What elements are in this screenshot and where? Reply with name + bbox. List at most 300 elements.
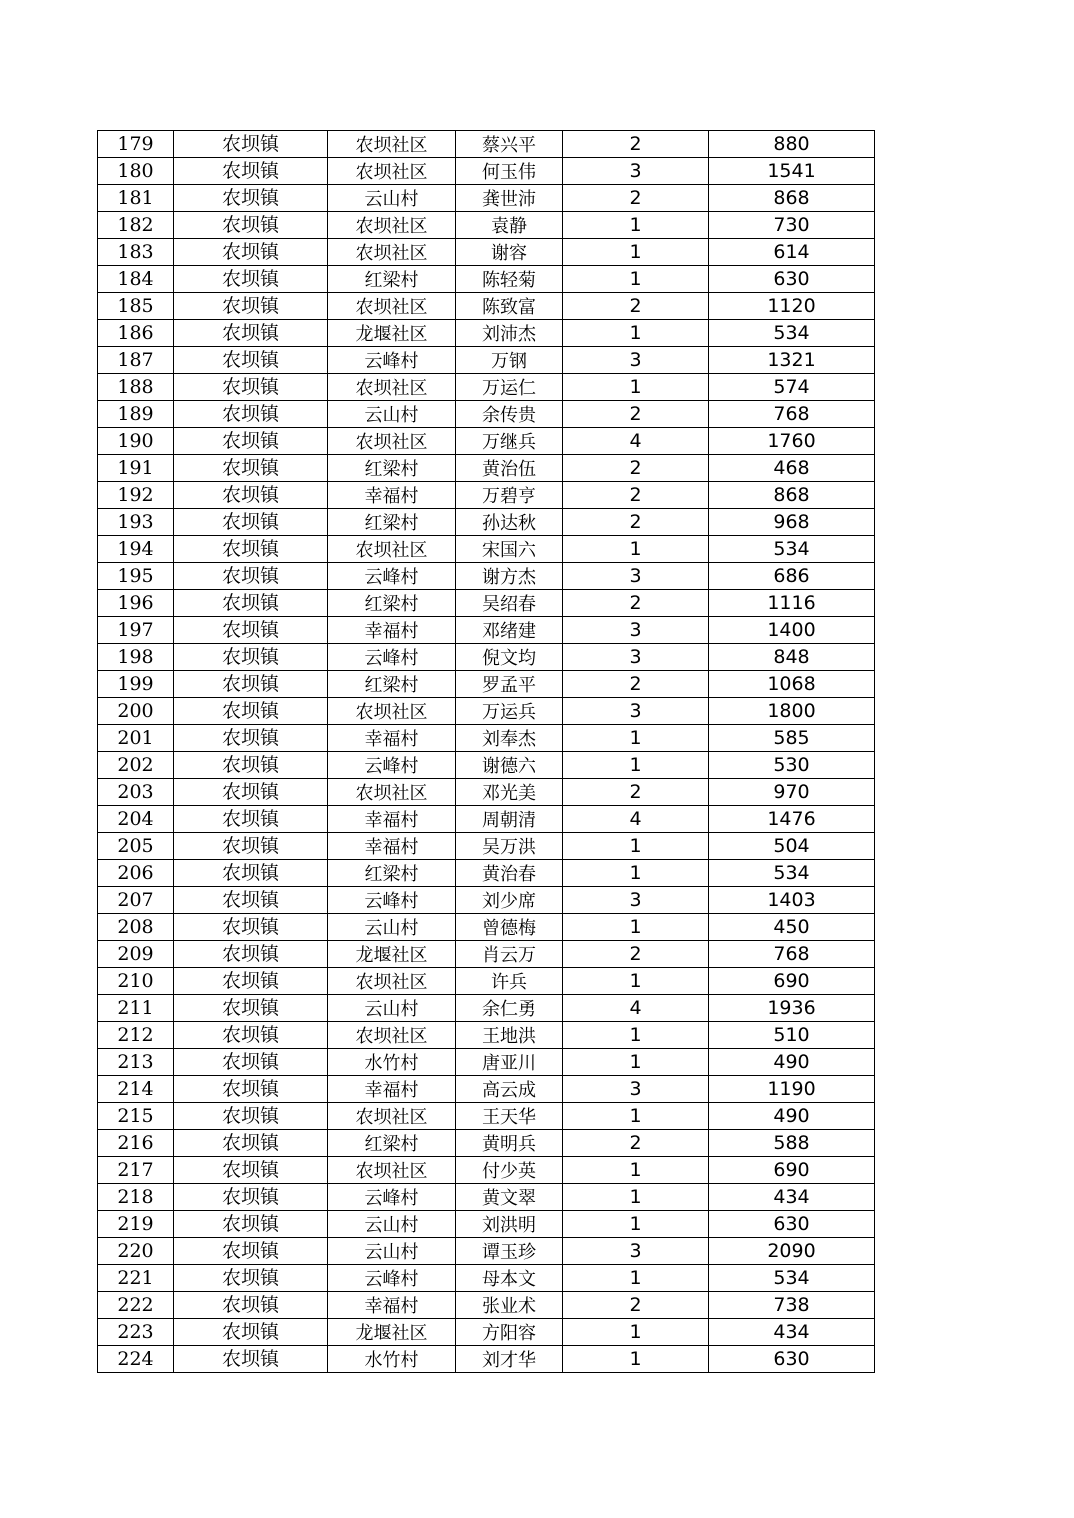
amount-cell: 468: [709, 455, 875, 482]
amount-cell: 1800: [709, 698, 875, 725]
table-row: [98, 212, 875, 239]
town-cell: 农坝镇: [174, 914, 328, 941]
village-cell: 农坝社区: [328, 293, 456, 320]
village-cell: 幸福村: [328, 482, 456, 509]
household-count-cell: 1: [563, 536, 709, 563]
subsidy-table: [97, 130, 875, 1373]
village-cell: 云山村: [328, 1211, 456, 1238]
household-count-cell: 1: [563, 968, 709, 995]
household-count-cell: 1: [563, 212, 709, 239]
row-number-cell: 199: [98, 671, 174, 698]
table-row: [98, 320, 875, 347]
name-cell: 许兵: [456, 968, 563, 995]
household-count-cell: 3: [563, 617, 709, 644]
village-cell: 龙堰社区: [328, 1319, 456, 1346]
village-cell: 农坝社区: [328, 698, 456, 725]
village-cell: 农坝社区: [328, 1022, 456, 1049]
name-cell: 刘少席: [456, 887, 563, 914]
row-number-cell: 185: [98, 293, 174, 320]
name-cell: 王天华: [456, 1103, 563, 1130]
household-count-cell: 2: [563, 509, 709, 536]
table-row: [98, 1238, 875, 1265]
row-number-cell: 195: [98, 563, 174, 590]
household-count-cell: 2: [563, 1292, 709, 1319]
village-cell: 红梁村: [328, 1130, 456, 1157]
village-cell: 云山村: [328, 401, 456, 428]
amount-cell: 630: [709, 1346, 875, 1373]
town-cell: 农坝镇: [174, 887, 328, 914]
town-cell: 农坝镇: [174, 455, 328, 482]
row-number-cell: 204: [98, 806, 174, 833]
village-cell: 农坝社区: [328, 1157, 456, 1184]
table-row: [98, 887, 875, 914]
table-row: [98, 455, 875, 482]
table-row: [98, 1265, 875, 1292]
town-cell: 农坝镇: [174, 860, 328, 887]
amount-cell: 730: [709, 212, 875, 239]
name-cell: 陈轻菊: [456, 266, 563, 293]
household-count-cell: 2: [563, 1130, 709, 1157]
row-number-cell: 181: [98, 185, 174, 212]
village-cell: 农坝社区: [328, 428, 456, 455]
household-count-cell: 2: [563, 482, 709, 509]
name-cell: 邓绪建: [456, 617, 563, 644]
table-row: [98, 995, 875, 1022]
town-cell: 农坝镇: [174, 1103, 328, 1130]
table-row: [98, 671, 875, 698]
name-cell: 余传贵: [456, 401, 563, 428]
town-cell: 农坝镇: [174, 833, 328, 860]
table-row: [98, 968, 875, 995]
row-number-cell: 189: [98, 401, 174, 428]
town-cell: 农坝镇: [174, 995, 328, 1022]
amount-cell: 690: [709, 968, 875, 995]
name-cell: 刘沛杰: [456, 320, 563, 347]
row-number-cell: 179: [98, 131, 174, 158]
amount-cell: 1400: [709, 617, 875, 644]
row-number-cell: 217: [98, 1157, 174, 1184]
row-number-cell: 194: [98, 536, 174, 563]
table-row: [98, 401, 875, 428]
village-cell: 红梁村: [328, 590, 456, 617]
town-cell: 农坝镇: [174, 293, 328, 320]
row-number-cell: 220: [98, 1238, 174, 1265]
household-count-cell: 2: [563, 671, 709, 698]
village-cell: 农坝社区: [328, 158, 456, 185]
name-cell: 刘洪明: [456, 1211, 563, 1238]
amount-cell: 534: [709, 536, 875, 563]
village-cell: 幸福村: [328, 833, 456, 860]
row-number-cell: 221: [98, 1265, 174, 1292]
row-number-cell: 186: [98, 320, 174, 347]
town-cell: 农坝镇: [174, 158, 328, 185]
amount-cell: 1190: [709, 1076, 875, 1103]
amount-cell: 868: [709, 482, 875, 509]
row-number-cell: 216: [98, 1130, 174, 1157]
village-cell: 幸福村: [328, 806, 456, 833]
table-row: [98, 1049, 875, 1076]
village-cell: 云山村: [328, 185, 456, 212]
row-number-cell: 200: [98, 698, 174, 725]
village-cell: 云峰村: [328, 347, 456, 374]
town-cell: 农坝镇: [174, 1346, 328, 1373]
amount-cell: 848: [709, 644, 875, 671]
town-cell: 农坝镇: [174, 185, 328, 212]
town-cell: 农坝镇: [174, 806, 328, 833]
name-cell: 谭玉珍: [456, 1238, 563, 1265]
village-cell: 农坝社区: [328, 239, 456, 266]
amount-cell: 630: [709, 266, 875, 293]
row-number-cell: 202: [98, 752, 174, 779]
household-count-cell: 1: [563, 320, 709, 347]
town-cell: 农坝镇: [174, 779, 328, 806]
household-count-cell: 2: [563, 401, 709, 428]
household-count-cell: 1: [563, 833, 709, 860]
village-cell: 红梁村: [328, 860, 456, 887]
village-cell: 农坝社区: [328, 374, 456, 401]
row-number-cell: 196: [98, 590, 174, 617]
table-row: [98, 725, 875, 752]
town-cell: 农坝镇: [174, 1184, 328, 1211]
town-cell: 农坝镇: [174, 536, 328, 563]
household-count-cell: 3: [563, 1076, 709, 1103]
table-row: [98, 428, 875, 455]
town-cell: 农坝镇: [174, 590, 328, 617]
row-number-cell: 201: [98, 725, 174, 752]
household-count-cell: 1: [563, 860, 709, 887]
town-cell: 农坝镇: [174, 266, 328, 293]
table-row: [98, 1319, 875, 1346]
town-cell: 农坝镇: [174, 1049, 328, 1076]
amount-cell: 510: [709, 1022, 875, 1049]
town-cell: 农坝镇: [174, 617, 328, 644]
name-cell: 万运仁: [456, 374, 563, 401]
town-cell: 农坝镇: [174, 1157, 328, 1184]
name-cell: 蔡兴平: [456, 131, 563, 158]
table-row: [98, 1157, 875, 1184]
table-row: [98, 644, 875, 671]
name-cell: 周朝清: [456, 806, 563, 833]
row-number-cell: 187: [98, 347, 174, 374]
village-cell: 农坝社区: [328, 1103, 456, 1130]
amount-cell: 768: [709, 401, 875, 428]
town-cell: 农坝镇: [174, 212, 328, 239]
table-row: [98, 158, 875, 185]
row-number-cell: 205: [98, 833, 174, 860]
village-cell: 龙堰社区: [328, 320, 456, 347]
table-row: [98, 860, 875, 887]
household-count-cell: 1: [563, 239, 709, 266]
household-count-cell: 1: [563, 1265, 709, 1292]
town-cell: 农坝镇: [174, 482, 328, 509]
name-cell: 陈致富: [456, 293, 563, 320]
amount-cell: 534: [709, 1265, 875, 1292]
name-cell: 黄治伍: [456, 455, 563, 482]
village-cell: 幸福村: [328, 725, 456, 752]
amount-cell: 1116: [709, 590, 875, 617]
household-count-cell: 2: [563, 941, 709, 968]
table-row: [98, 617, 875, 644]
name-cell: 黄治春: [456, 860, 563, 887]
row-number-cell: 193: [98, 509, 174, 536]
table-row: [98, 833, 875, 860]
row-number-cell: 192: [98, 482, 174, 509]
table-row: [98, 563, 875, 590]
amount-cell: 690: [709, 1157, 875, 1184]
amount-cell: 970: [709, 779, 875, 806]
household-count-cell: 3: [563, 698, 709, 725]
table-row: [98, 1022, 875, 1049]
table-row: [98, 779, 875, 806]
name-cell: 曾德梅: [456, 914, 563, 941]
village-cell: 龙堰社区: [328, 941, 456, 968]
name-cell: 邓光美: [456, 779, 563, 806]
name-cell: 罗孟平: [456, 671, 563, 698]
row-number-cell: 182: [98, 212, 174, 239]
town-cell: 农坝镇: [174, 698, 328, 725]
amount-cell: 868: [709, 185, 875, 212]
town-cell: 农坝镇: [174, 1022, 328, 1049]
town-cell: 农坝镇: [174, 1238, 328, 1265]
row-number-cell: 211: [98, 995, 174, 1022]
name-cell: 何玉伟: [456, 158, 563, 185]
household-count-cell: 1: [563, 1184, 709, 1211]
amount-cell: 686: [709, 563, 875, 590]
name-cell: 母本文: [456, 1265, 563, 1292]
table-row: [98, 914, 875, 941]
name-cell: 肖云万: [456, 941, 563, 968]
amount-cell: 490: [709, 1049, 875, 1076]
name-cell: 付少英: [456, 1157, 563, 1184]
amount-cell: 534: [709, 320, 875, 347]
village-cell: 云峰村: [328, 752, 456, 779]
amount-cell: 968: [709, 509, 875, 536]
household-count-cell: 3: [563, 644, 709, 671]
row-number-cell: 209: [98, 941, 174, 968]
village-cell: 云山村: [328, 1238, 456, 1265]
amount-cell: 614: [709, 239, 875, 266]
town-cell: 农坝镇: [174, 671, 328, 698]
household-count-cell: 3: [563, 347, 709, 374]
town-cell: 农坝镇: [174, 1130, 328, 1157]
village-cell: 云山村: [328, 995, 456, 1022]
table-row: [98, 1130, 875, 1157]
town-cell: 农坝镇: [174, 644, 328, 671]
town-cell: 农坝镇: [174, 1319, 328, 1346]
village-cell: 红梁村: [328, 671, 456, 698]
name-cell: 王地洪: [456, 1022, 563, 1049]
table-row: [98, 698, 875, 725]
amount-cell: 530: [709, 752, 875, 779]
row-number-cell: 223: [98, 1319, 174, 1346]
household-count-cell: 1: [563, 914, 709, 941]
name-cell: 吴绍春: [456, 590, 563, 617]
table-row: [98, 536, 875, 563]
amount-cell: 1403: [709, 887, 875, 914]
table-body: [98, 131, 875, 1373]
amount-cell: 490: [709, 1103, 875, 1130]
town-cell: 农坝镇: [174, 509, 328, 536]
village-cell: 幸福村: [328, 1076, 456, 1103]
town-cell: 农坝镇: [174, 428, 328, 455]
town-cell: 农坝镇: [174, 1265, 328, 1292]
name-cell: 余仁勇: [456, 995, 563, 1022]
row-number-cell: 198: [98, 644, 174, 671]
town-cell: 农坝镇: [174, 725, 328, 752]
row-number-cell: 188: [98, 374, 174, 401]
table-row: [98, 374, 875, 401]
town-cell: 农坝镇: [174, 968, 328, 995]
table-row: [98, 1076, 875, 1103]
town-cell: 农坝镇: [174, 347, 328, 374]
household-count-cell: 3: [563, 563, 709, 590]
name-cell: 张业术: [456, 1292, 563, 1319]
table-row: [98, 1103, 875, 1130]
amount-cell: 1760: [709, 428, 875, 455]
village-cell: 云峰村: [328, 563, 456, 590]
household-count-cell: 1: [563, 374, 709, 401]
village-cell: 幸福村: [328, 617, 456, 644]
household-count-cell: 2: [563, 590, 709, 617]
row-number-cell: 206: [98, 860, 174, 887]
row-number-cell: 214: [98, 1076, 174, 1103]
row-number-cell: 183: [98, 239, 174, 266]
row-number-cell: 224: [98, 1346, 174, 1373]
household-count-cell: 1: [563, 1157, 709, 1184]
row-number-cell: 190: [98, 428, 174, 455]
household-count-cell: 2: [563, 185, 709, 212]
village-cell: 云峰村: [328, 1184, 456, 1211]
row-number-cell: 180: [98, 158, 174, 185]
household-count-cell: 1: [563, 1103, 709, 1130]
town-cell: 农坝镇: [174, 320, 328, 347]
amount-cell: 630: [709, 1211, 875, 1238]
amount-cell: 434: [709, 1184, 875, 1211]
table-row: [98, 590, 875, 617]
household-count-cell: 4: [563, 428, 709, 455]
household-count-cell: 4: [563, 806, 709, 833]
name-cell: 万钢: [456, 347, 563, 374]
name-cell: 万继兵: [456, 428, 563, 455]
household-count-cell: 1: [563, 1049, 709, 1076]
amount-cell: 768: [709, 941, 875, 968]
name-cell: 谢德六: [456, 752, 563, 779]
village-cell: 农坝社区: [328, 779, 456, 806]
name-cell: 高云成: [456, 1076, 563, 1103]
town-cell: 农坝镇: [174, 1292, 328, 1319]
row-number-cell: 213: [98, 1049, 174, 1076]
village-cell: 农坝社区: [328, 131, 456, 158]
row-number-cell: 215: [98, 1103, 174, 1130]
amount-cell: 1068: [709, 671, 875, 698]
amount-cell: 1936: [709, 995, 875, 1022]
town-cell: 农坝镇: [174, 941, 328, 968]
town-cell: 农坝镇: [174, 239, 328, 266]
village-cell: 农坝社区: [328, 536, 456, 563]
amount-cell: 585: [709, 725, 875, 752]
row-number-cell: 197: [98, 617, 174, 644]
table-row: [98, 266, 875, 293]
row-number-cell: 191: [98, 455, 174, 482]
name-cell: 黄明兵: [456, 1130, 563, 1157]
table-row: [98, 293, 875, 320]
village-cell: 幸福村: [328, 1292, 456, 1319]
village-cell: 农坝社区: [328, 968, 456, 995]
town-cell: 农坝镇: [174, 752, 328, 779]
town-cell: 农坝镇: [174, 131, 328, 158]
household-count-cell: 1: [563, 725, 709, 752]
name-cell: 龚世沛: [456, 185, 563, 212]
household-count-cell: 1: [563, 1022, 709, 1049]
amount-cell: 880: [709, 131, 875, 158]
household-count-cell: 2: [563, 779, 709, 806]
household-count-cell: 1: [563, 266, 709, 293]
household-count-cell: 2: [563, 293, 709, 320]
table-row: [98, 239, 875, 266]
name-cell: 唐亚川: [456, 1049, 563, 1076]
household-count-cell: 1: [563, 1346, 709, 1373]
village-cell: 云山村: [328, 914, 456, 941]
table-row: [98, 347, 875, 374]
name-cell: 谢容: [456, 239, 563, 266]
household-count-cell: 3: [563, 158, 709, 185]
table-row: [98, 185, 875, 212]
table-row: [98, 509, 875, 536]
row-number-cell: 203: [98, 779, 174, 806]
table-row: [98, 131, 875, 158]
town-cell: 农坝镇: [174, 1211, 328, 1238]
town-cell: 农坝镇: [174, 374, 328, 401]
table-row: [98, 482, 875, 509]
name-cell: 吴万洪: [456, 833, 563, 860]
name-cell: 万运兵: [456, 698, 563, 725]
name-cell: 刘奉杰: [456, 725, 563, 752]
row-number-cell: 210: [98, 968, 174, 995]
row-number-cell: 222: [98, 1292, 174, 1319]
town-cell: 农坝镇: [174, 401, 328, 428]
village-cell: 云峰村: [328, 644, 456, 671]
village-cell: 云峰村: [328, 887, 456, 914]
household-count-cell: 3: [563, 887, 709, 914]
name-cell: 万碧亨: [456, 482, 563, 509]
table-row: [98, 806, 875, 833]
village-cell: 水竹村: [328, 1346, 456, 1373]
village-cell: 红梁村: [328, 266, 456, 293]
name-cell: 袁静: [456, 212, 563, 239]
amount-cell: 1476: [709, 806, 875, 833]
table-row: [98, 1346, 875, 1373]
name-cell: 谢方杰: [456, 563, 563, 590]
household-count-cell: 1: [563, 752, 709, 779]
amount-cell: 738: [709, 1292, 875, 1319]
name-cell: 黄文翠: [456, 1184, 563, 1211]
row-number-cell: 184: [98, 266, 174, 293]
amount-cell: 1120: [709, 293, 875, 320]
table-row: [98, 1211, 875, 1238]
village-cell: 红梁村: [328, 455, 456, 482]
amount-cell: 1541: [709, 158, 875, 185]
amount-cell: 534: [709, 860, 875, 887]
name-cell: 倪文均: [456, 644, 563, 671]
name-cell: 方阳容: [456, 1319, 563, 1346]
amount-cell: 588: [709, 1130, 875, 1157]
village-cell: 红梁村: [328, 509, 456, 536]
household-count-cell: 3: [563, 1238, 709, 1265]
table-row: [98, 1292, 875, 1319]
name-cell: 刘才华: [456, 1346, 563, 1373]
amount-cell: 2090: [709, 1238, 875, 1265]
amount-cell: 450: [709, 914, 875, 941]
